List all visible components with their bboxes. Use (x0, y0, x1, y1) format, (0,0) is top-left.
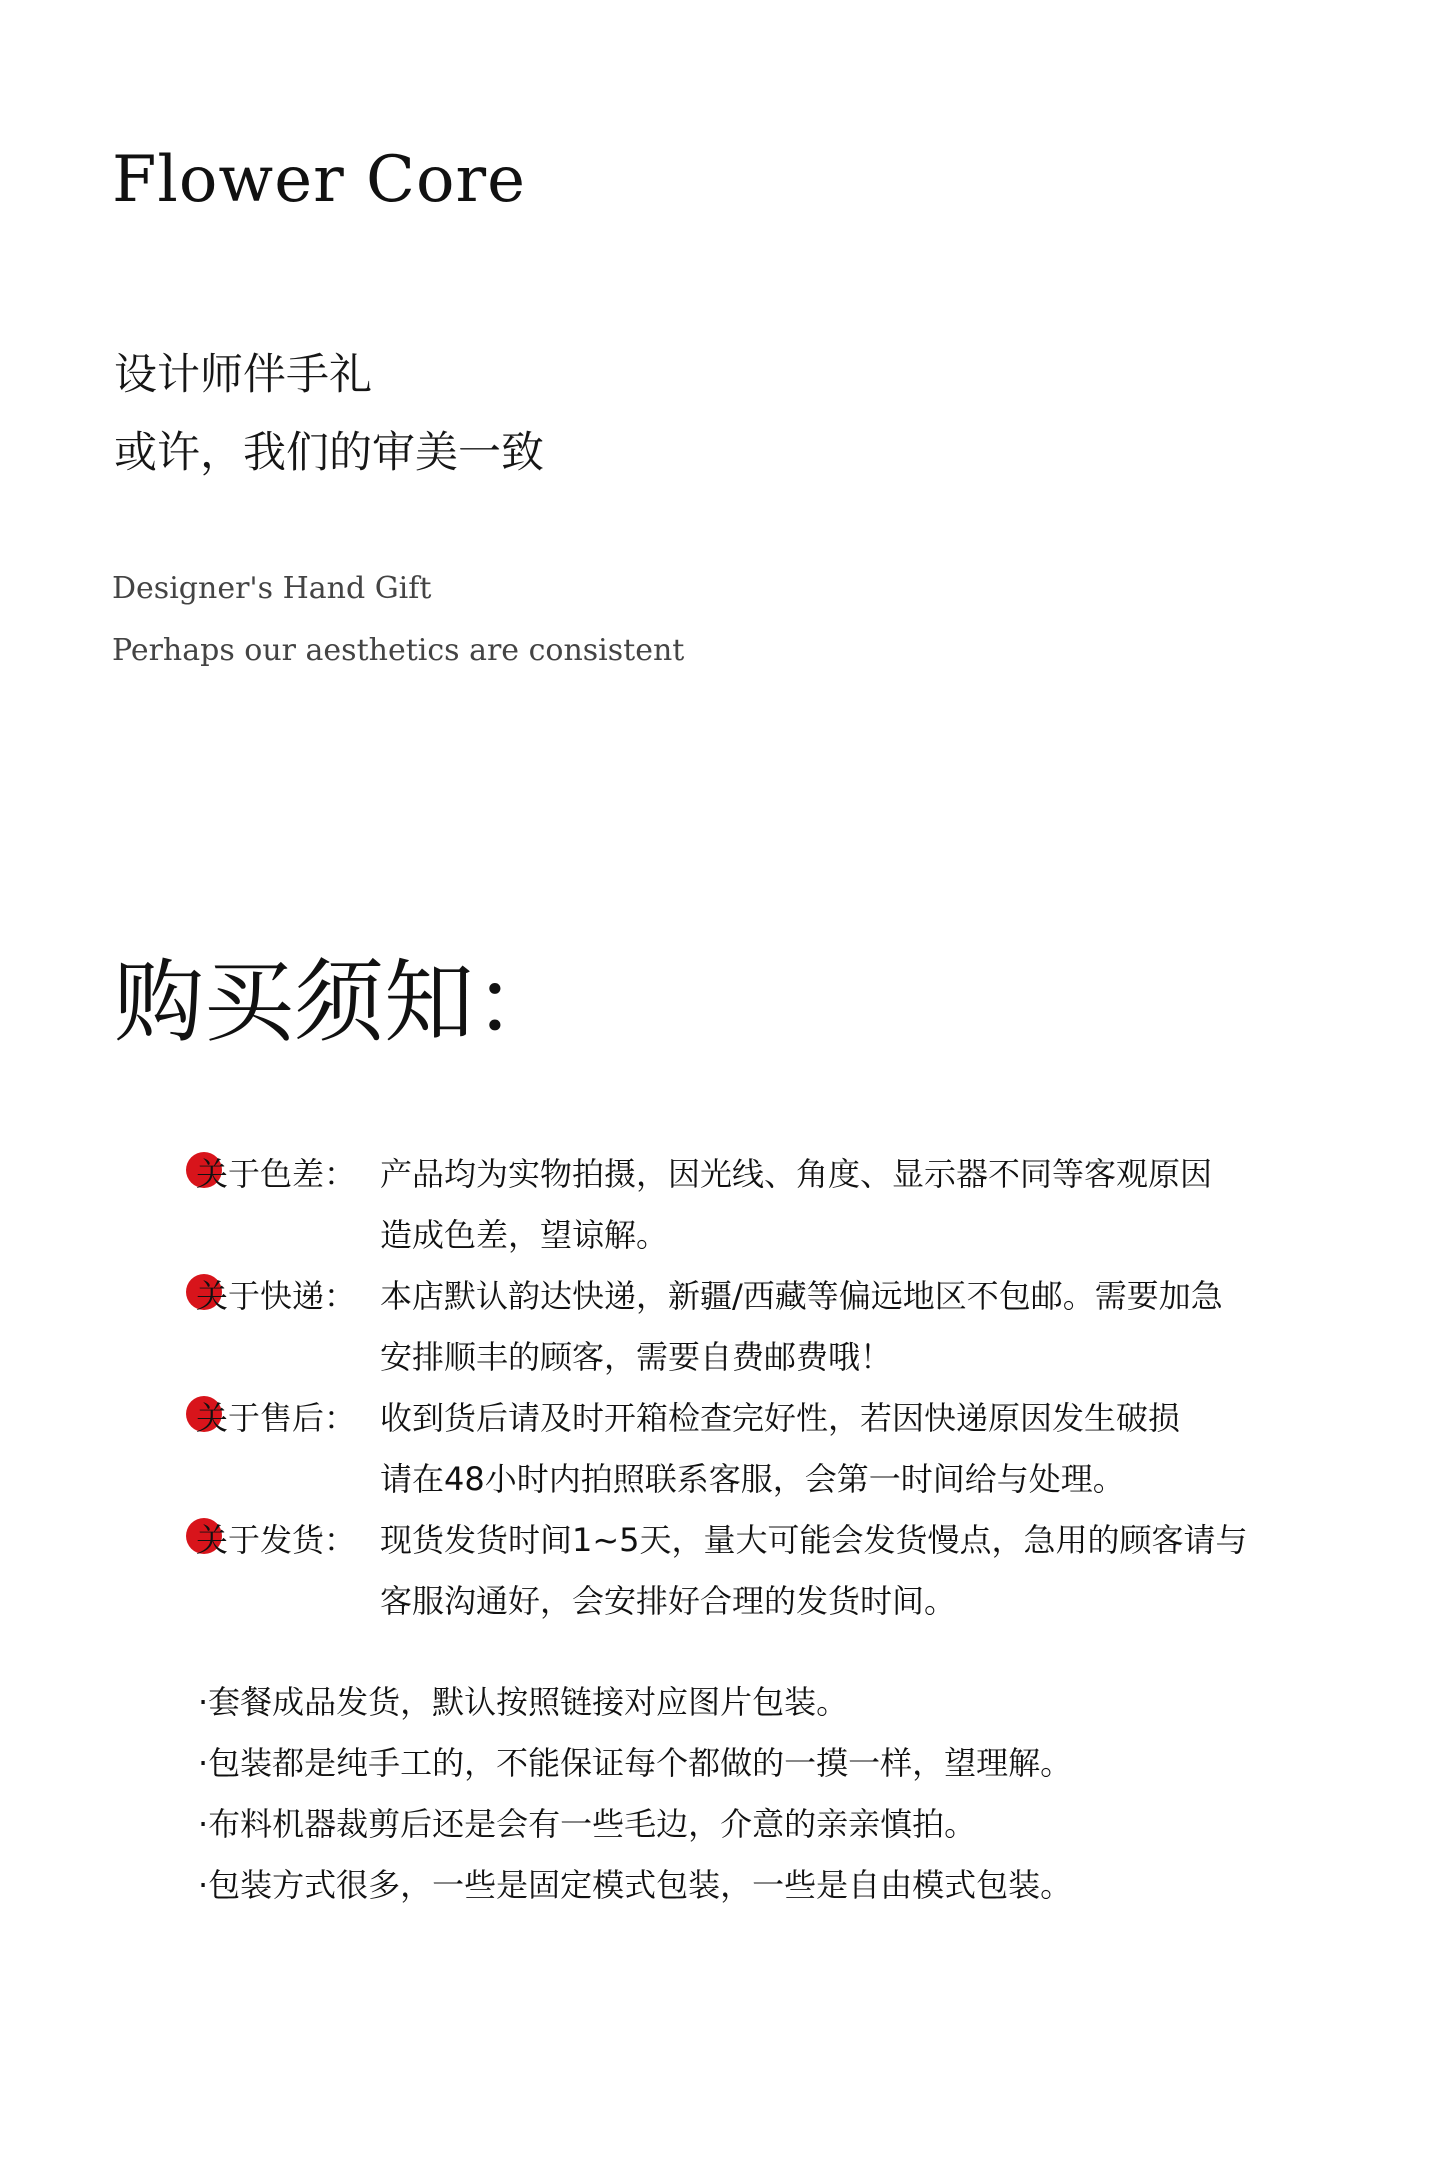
notice-label: 关于色差： (196, 1155, 357, 1193)
bullet-list (198, 1672, 1072, 1916)
notice-label: 关于快递： (196, 1277, 357, 1315)
notice-text-line: 本店默认韵达快递，新疆/西藏等偏远地区不包邮。需要加急 (380, 1277, 1223, 1315)
tagline-en-line-2: Perhaps our aesthetics are consistent (112, 633, 685, 668)
notice-item-color-difference (186, 1144, 1346, 1266)
notice-text (380, 1510, 1346, 1632)
tagline-english (112, 558, 684, 682)
notice-text-line: 客服沟通好，会安排好合理的发货时间。 (380, 1582, 957, 1620)
notice-text-line: 请在48小时内拍照联系客服，会第一时间给与处理。 (380, 1460, 1125, 1498)
notice-item-express (186, 1266, 1346, 1388)
notice-text (380, 1144, 1346, 1266)
tagline-chinese (114, 336, 544, 492)
tagline-cn-line-1: 设计师伴手礼 (114, 350, 372, 400)
tagline-en-line-1: Designer's Hand Gift (112, 571, 432, 606)
brand-logo-text: Flower Core (112, 143, 526, 217)
bullet-item: ·布料机器裁剪后还是会有一些毛边，介意的亲亲慎拍。 (198, 1805, 977, 1843)
notice-label: 关于发货： (196, 1521, 357, 1559)
notice-text (380, 1388, 1346, 1510)
bullet-item: ·包装都是纯手工的，不能保证每个都做的一摸一样，望理解。 (198, 1744, 1073, 1782)
bullet-item: ·包装方式很多，一些是固定模式包装，一些是自由模式包装。 (198, 1866, 1073, 1904)
notice-title: 购买须知： (114, 950, 564, 1055)
notice-item-shipping (186, 1510, 1346, 1632)
notice-text-line: 造成色差，望谅解。 (380, 1216, 669, 1254)
notice-text (380, 1266, 1346, 1388)
tagline-cn-line-2: 或许，我们的审美一致 (114, 428, 544, 478)
notice-label: 关于售后： (196, 1399, 357, 1437)
notice-text-line: 安排顺丰的顾客，需要自费邮费哦！ (380, 1338, 893, 1376)
notice-list (186, 1144, 1346, 1632)
bullet-item: ·套餐成品发货，默认按照链接对应图片包装。 (198, 1683, 849, 1721)
notice-text-line: 收到货后请及时开箱检查完好性，若因快递原因发生破损 (380, 1399, 1181, 1437)
notice-text-line: 产品均为实物拍摄，因光线、角度、显示器不同等客观原因 (380, 1155, 1213, 1193)
notice-item-after-sales (186, 1388, 1346, 1510)
notice-text-line: 现货发货时间1~5天，量大可能会发货慢点，急用的顾客请与 (380, 1521, 1248, 1559)
